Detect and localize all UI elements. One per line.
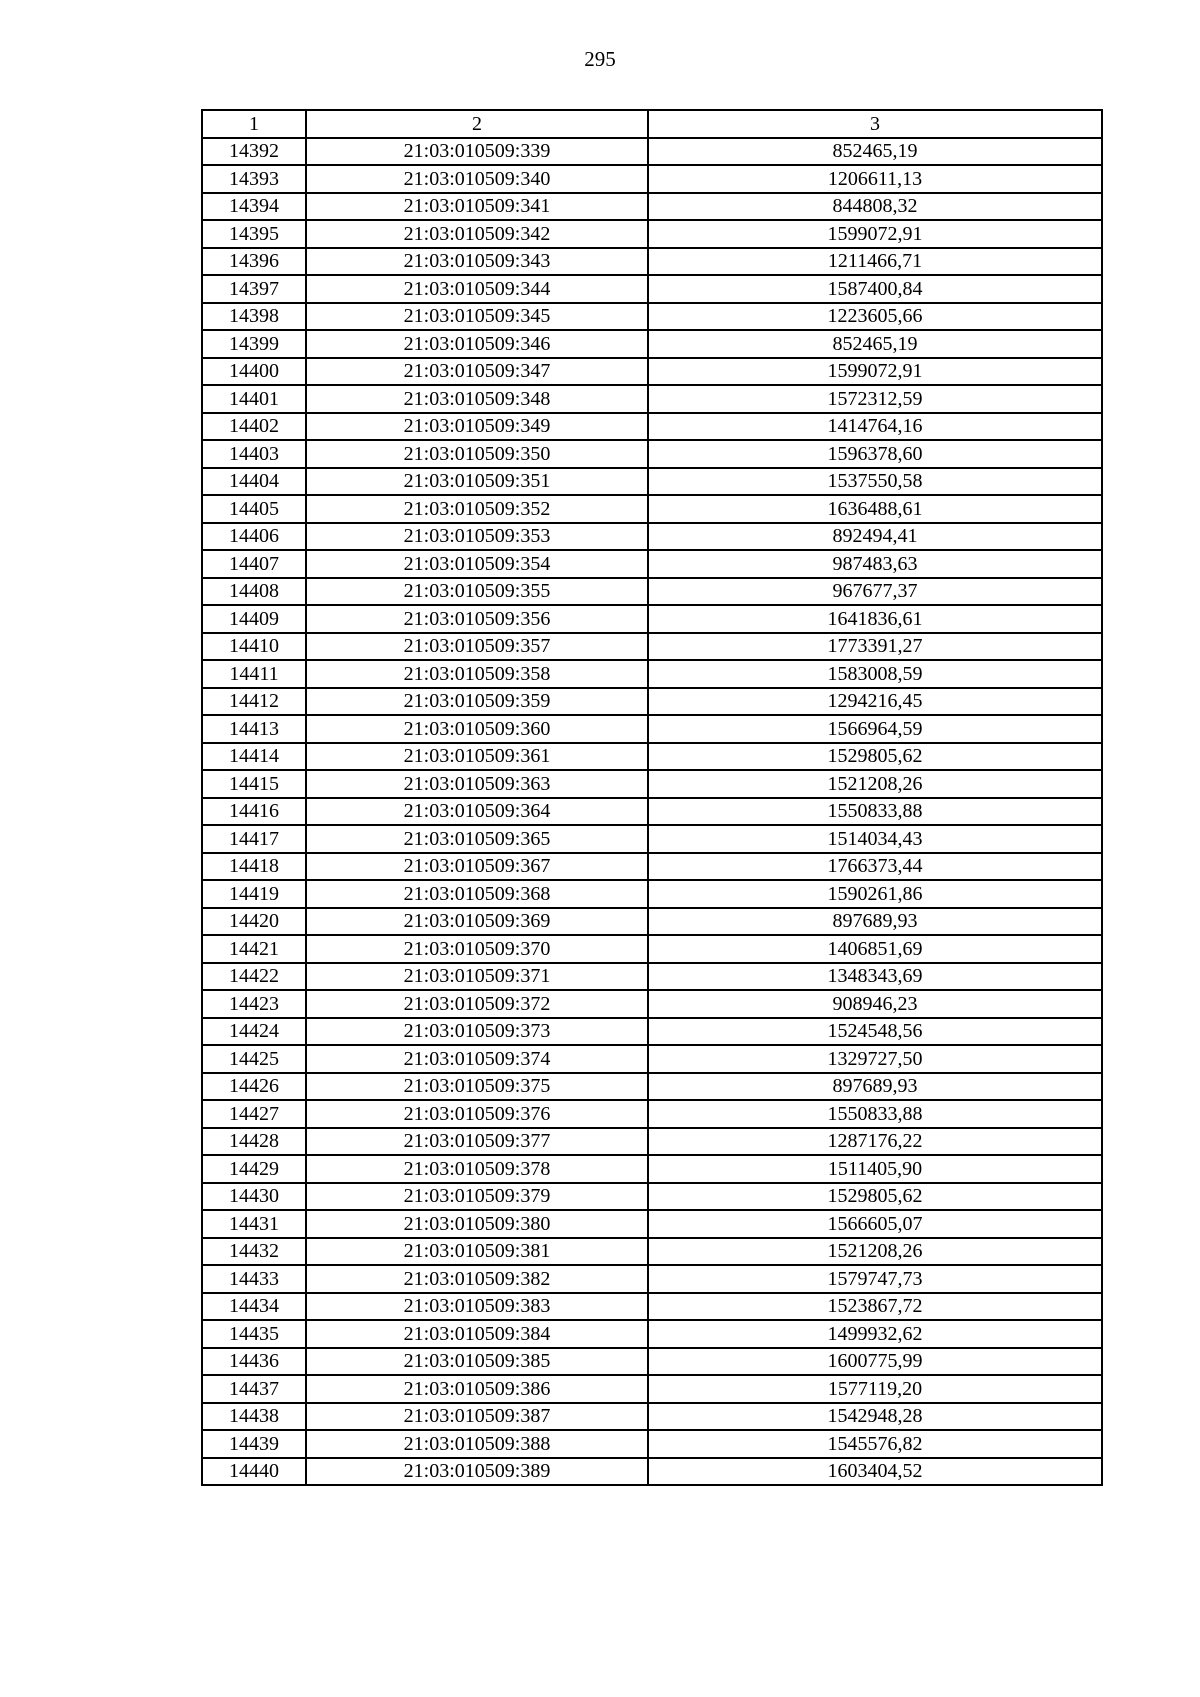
table-cell-col-2: 21:03:010509:376 xyxy=(306,1100,648,1128)
table-row xyxy=(202,495,1102,523)
table-cell-col-2: 21:03:010509:341 xyxy=(306,193,648,221)
table-row xyxy=(202,275,1102,303)
table-cell-col-2: 21:03:010509:379 xyxy=(306,1183,648,1211)
table-row xyxy=(202,138,1102,166)
table-cell-col-3: 1406851,69 xyxy=(648,935,1102,963)
table-cell-col-1: 14414 xyxy=(202,743,306,771)
table-cell-col-2: 21:03:010509:349 xyxy=(306,413,648,441)
table-cell-col-2: 21:03:010509:351 xyxy=(306,468,648,496)
table-cell-col-2: 21:03:010509:386 xyxy=(306,1375,648,1403)
table-cell-col-2: 21:03:010509:384 xyxy=(306,1320,648,1348)
table-cell-col-1: 14394 xyxy=(202,193,306,221)
table-cell-col-3: 1529805,62 xyxy=(648,1183,1102,1211)
table-row xyxy=(202,633,1102,661)
table-row xyxy=(202,303,1102,331)
table-row xyxy=(202,440,1102,468)
table-cell-col-3: 1550833,88 xyxy=(648,1100,1102,1128)
table-cell-col-1: 14399 xyxy=(202,330,306,358)
table-cell-col-2: 21:03:010509:346 xyxy=(306,330,648,358)
table-row xyxy=(202,963,1102,991)
table-cell-col-3: 987483,63 xyxy=(648,550,1102,578)
table-row xyxy=(202,248,1102,276)
table-cell-col-2: 21:03:010509:380 xyxy=(306,1210,648,1238)
table-cell-col-1: 14432 xyxy=(202,1238,306,1266)
table-cell-col-2: 21:03:010509:378 xyxy=(306,1155,648,1183)
table-cell-col-1: 14429 xyxy=(202,1155,306,1183)
table-cell-col-2: 21:03:010509:367 xyxy=(306,853,648,881)
table-cell-col-2: 21:03:010509:354 xyxy=(306,550,648,578)
table-cell-col-2: 21:03:010509:389 xyxy=(306,1458,648,1486)
table-row xyxy=(202,798,1102,826)
table-cell-col-2: 21:03:010509:340 xyxy=(306,165,648,193)
table-cell-col-1: 14422 xyxy=(202,963,306,991)
table-cell-col-1: 14433 xyxy=(202,1265,306,1293)
table-row xyxy=(202,1155,1102,1183)
table-cell-col-3: 1521208,26 xyxy=(648,770,1102,798)
table-cell-col-3: 1599072,91 xyxy=(648,220,1102,248)
table-cell-col-1: 14402 xyxy=(202,413,306,441)
table-cell-col-1: 14419 xyxy=(202,880,306,908)
table-cell-col-2: 21:03:010509:365 xyxy=(306,825,648,853)
table-cell-col-2: 21:03:010509:387 xyxy=(306,1403,648,1431)
table-cell-col-1: 14439 xyxy=(202,1430,306,1458)
table-cell-col-1: 14395 xyxy=(202,220,306,248)
table-cell-col-3: 1414764,16 xyxy=(648,413,1102,441)
table-cell-col-1: 14427 xyxy=(202,1100,306,1128)
table-cell-col-3: 1596378,60 xyxy=(648,440,1102,468)
table-cell-col-3: 1587400,84 xyxy=(648,275,1102,303)
table-cell-col-2: 21:03:010509:377 xyxy=(306,1128,648,1156)
table-cell-col-2: 21:03:010509:348 xyxy=(306,385,648,413)
table-cell-col-2: 21:03:010509:383 xyxy=(306,1293,648,1321)
table-cell-col-1: 14393 xyxy=(202,165,306,193)
table-cell-col-3: 1537550,58 xyxy=(648,468,1102,496)
table-cell-col-3: 967677,37 xyxy=(648,578,1102,606)
table-row xyxy=(202,1073,1102,1101)
table-cell-col-1: 14396 xyxy=(202,248,306,276)
table-row xyxy=(202,1238,1102,1266)
table-row xyxy=(202,1183,1102,1211)
table-cell-col-1: 14404 xyxy=(202,468,306,496)
table-cell-col-1: 14424 xyxy=(202,1018,306,1046)
column-header-2: 2 xyxy=(306,110,648,138)
table-cell-col-1: 14401 xyxy=(202,385,306,413)
table-row xyxy=(202,523,1102,551)
table-cell-col-1: 14392 xyxy=(202,138,306,166)
table-cell-col-1: 14406 xyxy=(202,523,306,551)
table-cell-col-3: 897689,93 xyxy=(648,908,1102,936)
table-cell-col-2: 21:03:010509:359 xyxy=(306,688,648,716)
table-cell-col-2: 21:03:010509:382 xyxy=(306,1265,648,1293)
table-cell-col-3: 1287176,22 xyxy=(648,1128,1102,1156)
table-cell-col-2: 21:03:010509:358 xyxy=(306,660,648,688)
table-cell-col-3: 1529805,62 xyxy=(648,743,1102,771)
table-cell-col-2: 21:03:010509:342 xyxy=(306,220,648,248)
table-cell-col-1: 14417 xyxy=(202,825,306,853)
table-row xyxy=(202,908,1102,936)
table-row xyxy=(202,605,1102,633)
table-row xyxy=(202,1348,1102,1376)
table-cell-col-3: 1521208,26 xyxy=(648,1238,1102,1266)
page-number: 295 xyxy=(584,47,616,71)
table-row xyxy=(202,1293,1102,1321)
table-cell-col-1: 14412 xyxy=(202,688,306,716)
table-cell-col-3: 1223605,66 xyxy=(648,303,1102,331)
table-cell-col-2: 21:03:010509:343 xyxy=(306,248,648,276)
table-cell-col-1: 14440 xyxy=(202,1458,306,1486)
table-cell-col-3: 1600775,99 xyxy=(648,1348,1102,1376)
table-cell-col-1: 14436 xyxy=(202,1348,306,1376)
table-cell-col-2: 21:03:010509:372 xyxy=(306,990,648,1018)
table-row xyxy=(202,1128,1102,1156)
table-cell-col-2: 21:03:010509:347 xyxy=(306,358,648,386)
table-cell-col-3: 1542948,28 xyxy=(648,1403,1102,1431)
table-cell-col-3: 844808,32 xyxy=(648,193,1102,221)
table-cell-col-3: 1579747,73 xyxy=(648,1265,1102,1293)
table-cell-col-3: 1583008,59 xyxy=(648,660,1102,688)
table-cell-col-1: 14398 xyxy=(202,303,306,331)
table-cell-col-2: 21:03:010509:345 xyxy=(306,303,648,331)
table-row xyxy=(202,715,1102,743)
table-cell-col-1: 14411 xyxy=(202,660,306,688)
table-row xyxy=(202,385,1102,413)
table-cell-col-2: 21:03:010509:344 xyxy=(306,275,648,303)
table-cell-col-1: 14431 xyxy=(202,1210,306,1238)
table-cell-col-3: 1348343,69 xyxy=(648,963,1102,991)
table-cell-col-3: 1545576,82 xyxy=(648,1430,1102,1458)
table-cell-col-2: 21:03:010509:361 xyxy=(306,743,648,771)
table-cell-col-3: 1572312,59 xyxy=(648,385,1102,413)
table-cell-col-1: 14430 xyxy=(202,1183,306,1211)
table-row xyxy=(202,688,1102,716)
table-cell-col-3: 1550833,88 xyxy=(648,798,1102,826)
column-header-1: 1 xyxy=(202,110,306,138)
table-row xyxy=(202,578,1102,606)
table-row xyxy=(202,1100,1102,1128)
table-cell-col-3: 1206611,13 xyxy=(648,165,1102,193)
table-cell-col-2: 21:03:010509:356 xyxy=(306,605,648,633)
table-cell-col-2: 21:03:010509:388 xyxy=(306,1430,648,1458)
table-cell-col-1: 14400 xyxy=(202,358,306,386)
table-header xyxy=(202,110,1102,138)
table-row xyxy=(202,1045,1102,1073)
table-cell-col-2: 21:03:010509:363 xyxy=(306,770,648,798)
table-cell-col-3: 1329727,50 xyxy=(648,1045,1102,1073)
table-row xyxy=(202,193,1102,221)
table-cell-col-3: 1523867,72 xyxy=(648,1293,1102,1321)
table-cell-col-2: 21:03:010509:373 xyxy=(306,1018,648,1046)
table-cell-col-1: 14421 xyxy=(202,935,306,963)
table-cell-col-2: 21:03:010509:353 xyxy=(306,523,648,551)
table-cell-col-2: 21:03:010509:368 xyxy=(306,880,648,908)
table-cell-col-3: 1566964,59 xyxy=(648,715,1102,743)
table-cell-col-1: 14418 xyxy=(202,853,306,881)
table-cell-col-2: 21:03:010509:370 xyxy=(306,935,648,963)
table-cell-col-2: 21:03:010509:381 xyxy=(306,1238,648,1266)
table-row xyxy=(202,413,1102,441)
table-cell-col-1: 14434 xyxy=(202,1293,306,1321)
table-cell-col-1: 14409 xyxy=(202,605,306,633)
table-row xyxy=(202,1403,1102,1431)
table-row xyxy=(202,770,1102,798)
table-row xyxy=(202,660,1102,688)
table-cell-col-3: 1766373,44 xyxy=(648,853,1102,881)
data-table xyxy=(201,109,1103,1486)
table-row xyxy=(202,330,1102,358)
table-cell-col-2: 21:03:010509:375 xyxy=(306,1073,648,1101)
table-cell-col-2: 21:03:010509:360 xyxy=(306,715,648,743)
table-cell-col-3: 1211466,71 xyxy=(648,248,1102,276)
table-row xyxy=(202,468,1102,496)
table-cell-col-3: 1511405,90 xyxy=(648,1155,1102,1183)
table-cell-col-1: 14437 xyxy=(202,1375,306,1403)
table-cell-col-3: 908946,23 xyxy=(648,990,1102,1018)
table-cell-col-3: 852465,19 xyxy=(648,138,1102,166)
table-row xyxy=(202,825,1102,853)
table-row xyxy=(202,1265,1102,1293)
column-header-3: 3 xyxy=(648,110,1102,138)
table-row xyxy=(202,220,1102,248)
table-row xyxy=(202,1210,1102,1238)
table-cell-col-3: 1566605,07 xyxy=(648,1210,1102,1238)
table-cell-col-2: 21:03:010509:371 xyxy=(306,963,648,991)
table-row xyxy=(202,1018,1102,1046)
table-cell-col-3: 1603404,52 xyxy=(648,1458,1102,1486)
table-cell-col-1: 14435 xyxy=(202,1320,306,1348)
table-cell-col-2: 21:03:010509:352 xyxy=(306,495,648,523)
table-cell-col-1: 14428 xyxy=(202,1128,306,1156)
table-cell-col-3: 1636488,61 xyxy=(648,495,1102,523)
table-cell-col-2: 21:03:010509:357 xyxy=(306,633,648,661)
table-cell-col-3: 1499932,62 xyxy=(648,1320,1102,1348)
table-row xyxy=(202,853,1102,881)
table-cell-col-2: 21:03:010509:350 xyxy=(306,440,648,468)
table-row xyxy=(202,1320,1102,1348)
header-row xyxy=(202,110,1102,138)
table-cell-col-3: 892494,41 xyxy=(648,523,1102,551)
table-cell-col-2: 21:03:010509:339 xyxy=(306,138,648,166)
table-row xyxy=(202,358,1102,386)
table-cell-col-1: 14403 xyxy=(202,440,306,468)
table-cell-col-3: 1577119,20 xyxy=(648,1375,1102,1403)
table-cell-col-1: 14426 xyxy=(202,1073,306,1101)
table-cell-col-1: 14405 xyxy=(202,495,306,523)
table-cell-col-3: 1641836,61 xyxy=(648,605,1102,633)
table-cell-col-1: 14410 xyxy=(202,633,306,661)
table-cell-col-1: 14425 xyxy=(202,1045,306,1073)
table-cell-col-2: 21:03:010509:385 xyxy=(306,1348,648,1376)
table-row xyxy=(202,1375,1102,1403)
table-cell-col-2: 21:03:010509:374 xyxy=(306,1045,648,1073)
table-cell-col-2: 21:03:010509:369 xyxy=(306,908,648,936)
table-cell-col-1: 14416 xyxy=(202,798,306,826)
table-row xyxy=(202,1458,1102,1486)
table-cell-col-1: 14408 xyxy=(202,578,306,606)
table-cell-col-1: 14397 xyxy=(202,275,306,303)
table-cell-col-2: 21:03:010509:355 xyxy=(306,578,648,606)
table-cell-col-1: 14423 xyxy=(202,990,306,1018)
table-cell-col-1: 14407 xyxy=(202,550,306,578)
table-row xyxy=(202,743,1102,771)
table-row xyxy=(202,935,1102,963)
table-cell-col-1: 14413 xyxy=(202,715,306,743)
table-cell-col-1: 14415 xyxy=(202,770,306,798)
table-row xyxy=(202,880,1102,908)
table-row xyxy=(202,1430,1102,1458)
table-cell-col-1: 14438 xyxy=(202,1403,306,1431)
table-cell-col-3: 897689,93 xyxy=(648,1073,1102,1101)
table-cell-col-1: 14420 xyxy=(202,908,306,936)
table-cell-col-3: 1514034,43 xyxy=(648,825,1102,853)
table-row xyxy=(202,165,1102,193)
table-cell-col-3: 1590261,86 xyxy=(648,880,1102,908)
table-cell-col-3: 852465,19 xyxy=(648,330,1102,358)
table-row xyxy=(202,990,1102,1018)
table-cell-col-3: 1773391,27 xyxy=(648,633,1102,661)
table-cell-col-3: 1524548,56 xyxy=(648,1018,1102,1046)
table-cell-col-3: 1599072,91 xyxy=(648,358,1102,386)
table-row xyxy=(202,550,1102,578)
table-body xyxy=(202,138,1102,1486)
table-cell-col-2: 21:03:010509:364 xyxy=(306,798,648,826)
table-cell-col-3: 1294216,45 xyxy=(648,688,1102,716)
